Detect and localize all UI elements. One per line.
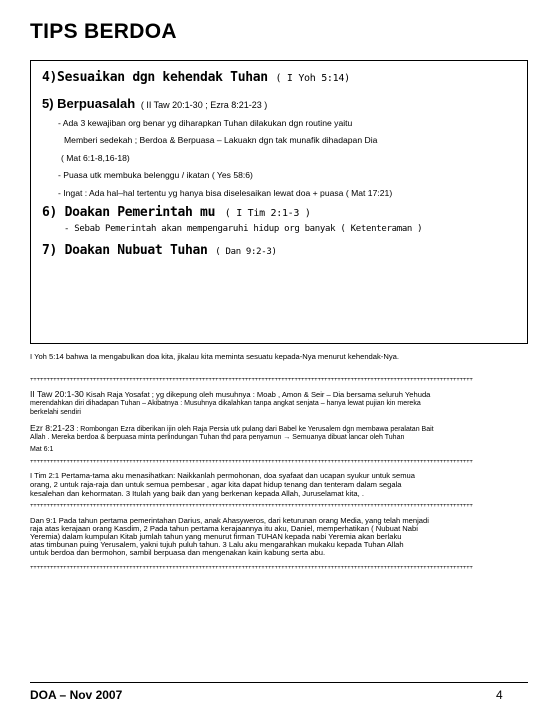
note-ezr-line-2: Allah . Mereka berdoa & berpuasa minta perlindungan Tuhan thd para penyamun → Semuanya dibuat lancar oleh Tuhan xyxy=(30,434,405,441)
tip-6-heading: 6) Doakan Pemerintah mu xyxy=(42,205,216,220)
footer-title: DOA – Nov 2007 xyxy=(30,688,123,702)
note-taw-line-3: berkelahi sendiri xyxy=(30,409,81,416)
tip-5-line-1: - Ada 3 kewajiban org benar yg diharapkan Tuhan dilakukan dgn routine yaitu xyxy=(58,118,353,128)
tip-5-line-4: - Puasa utk membuka belenggu / ikatan ( Yes 58:6) xyxy=(58,170,253,180)
separator: ++++++++++++++++++++++++++++++++++++++++++++++++++++++++++++++++++++++++++++++++++++++++++++++++++++++++++++++++++++++++++++++++++++++ xyxy=(30,566,473,570)
note-dan-line-3: Yeremia) dalam kumpulan Kitab jumlah tahun yang menurut firman TUHAN kepada nabi Yeremia akan berlaku xyxy=(30,532,402,541)
note-taw-ref: II Taw 20:1-30 xyxy=(30,389,84,399)
tip-6-ref: ( I Tim 2:1-3 ) xyxy=(224,208,311,219)
tip-4-ref: ( I Yoh 5:14) xyxy=(275,73,350,84)
tip-6 xyxy=(42,204,311,220)
tip-5-line-2: Memberi sedekah ; Berdoa & Berpuasa – Lakuakn dgn tak munafik dihadapan Dia xyxy=(64,135,378,145)
tip-5-ref: ( II Taw 20:1-30 ; Ezra 8:21-23 ) xyxy=(140,100,268,110)
note-dan-line-2: raja atas kerajaan orang Kasdim, 2 Pada tahun pertama kerajaannya itu aku, Daniel, memperhatikan ( Nubuat Nabi xyxy=(30,524,418,533)
note-tim-line-3: kesalehan dan kehormatan. 3 Itulah yang baik dan yang berkenan kepada Allah, Juruselamat kita, . xyxy=(30,489,364,498)
tip-4-heading: 4)Sesuaikan dgn kehendak Tuhan xyxy=(42,70,268,85)
note-yoh: I Yoh 5:14 bahwa Ia mengabulkan doa kita, jikalau kita meminta sesuatu kepada-Nya menurut kehendak-Nya. xyxy=(30,352,399,361)
tip-5 xyxy=(42,96,267,111)
tips-box xyxy=(30,60,528,344)
tip-5-line-3: ( Mat 6:1-8,16-18) xyxy=(61,153,130,163)
tip-7-ref: ( Dan 9:2-3) xyxy=(215,247,277,257)
note-ezr-ref: Ezr 8:21-23 xyxy=(30,423,75,433)
note-dan-line-4: atas timbunan puing Yerusalem, yakni tujuh puluh tahun. 3 Lalu aku mengarahkan mukaku kepada Tuhan Allah xyxy=(30,540,404,549)
note-tim-line-2: orang, 2 untuk raja-raja dan untuk semua pembesar , agar kita dapat hidup tenang dan tenteram dalam segala xyxy=(30,480,402,489)
note-dan-line-1: Dan 9:1 Pada tahun pertama pemerintahan Darius, anak Ahasyweros, dari keturunan orang Media, yang telah menjadi xyxy=(30,516,429,525)
tip-4 xyxy=(42,69,350,85)
note-ezr-text: : Rombongan Ezra diberikan ijin oleh Raja Persia utk pulang dari Babel ke Yerusalem dgn membawa peralatan Bait xyxy=(74,426,434,433)
footer-rule xyxy=(30,682,528,683)
note-taw-line-2: merendahkan diri dihadapan Tuhan – Akibatnya : Musuhnya dikalahkan tanpa angkat senjata – hanya lewat pujian kin mereka xyxy=(30,400,421,407)
tip-5-heading: 5) Berpuasalah xyxy=(42,96,136,111)
note-dan-line-5: untuk berdoa dan bermohon, sambil berpuasa dan mengenakan kain kabung serta abu. xyxy=(30,548,326,557)
page-title: TIPS BERDOA xyxy=(30,20,177,43)
tip-6-line: - Sebab Pemerintah akan mempengaruhi hidup org banyak ( Ketenteraman ) xyxy=(64,224,423,234)
note-taw-text: Kisah Raja Yosafat ; yg dikepung oleh musuhnya : Moab , Amon & Seir – Dia bersama seluruh Yehuda xyxy=(83,390,431,399)
tip-7-heading: 7) Doakan Nubuat Tuhan xyxy=(42,243,208,258)
tip-5-line-5: - Ingat : Ada hal–hal tertentu yg hanya bisa diselesaikan lewat doa + puasa ( Mat 17:21) xyxy=(58,188,393,198)
separator: ++++++++++++++++++++++++++++++++++++++++++++++++++++++++++++++++++++++++++++++++++++++++++++++++++++++++++++++++++++++++++++++++++++++ xyxy=(30,504,473,508)
note-mat: Mat 6:1 xyxy=(30,446,54,453)
tip-7 xyxy=(42,242,277,258)
separator: ++++++++++++++++++++++++++++++++++++++++++++++++++++++++++++++++++++++++++++++++++++++++++++++++++++++++++++++++++++++++++++++++++++++ xyxy=(30,378,473,382)
separator: ++++++++++++++++++++++++++++++++++++++++++++++++++++++++++++++++++++++++++++++++++++++++++++++++++++++++++++++++++++++++++++++++++++++ xyxy=(30,460,473,464)
page-number: 4 xyxy=(496,688,503,702)
note-tim-line-1: I Tim 2:1 Pertama-tama aku menasihatkan: Naikkanlah permohonan, doa syafaat dan ucapan syukur untuk semua xyxy=(30,471,415,480)
